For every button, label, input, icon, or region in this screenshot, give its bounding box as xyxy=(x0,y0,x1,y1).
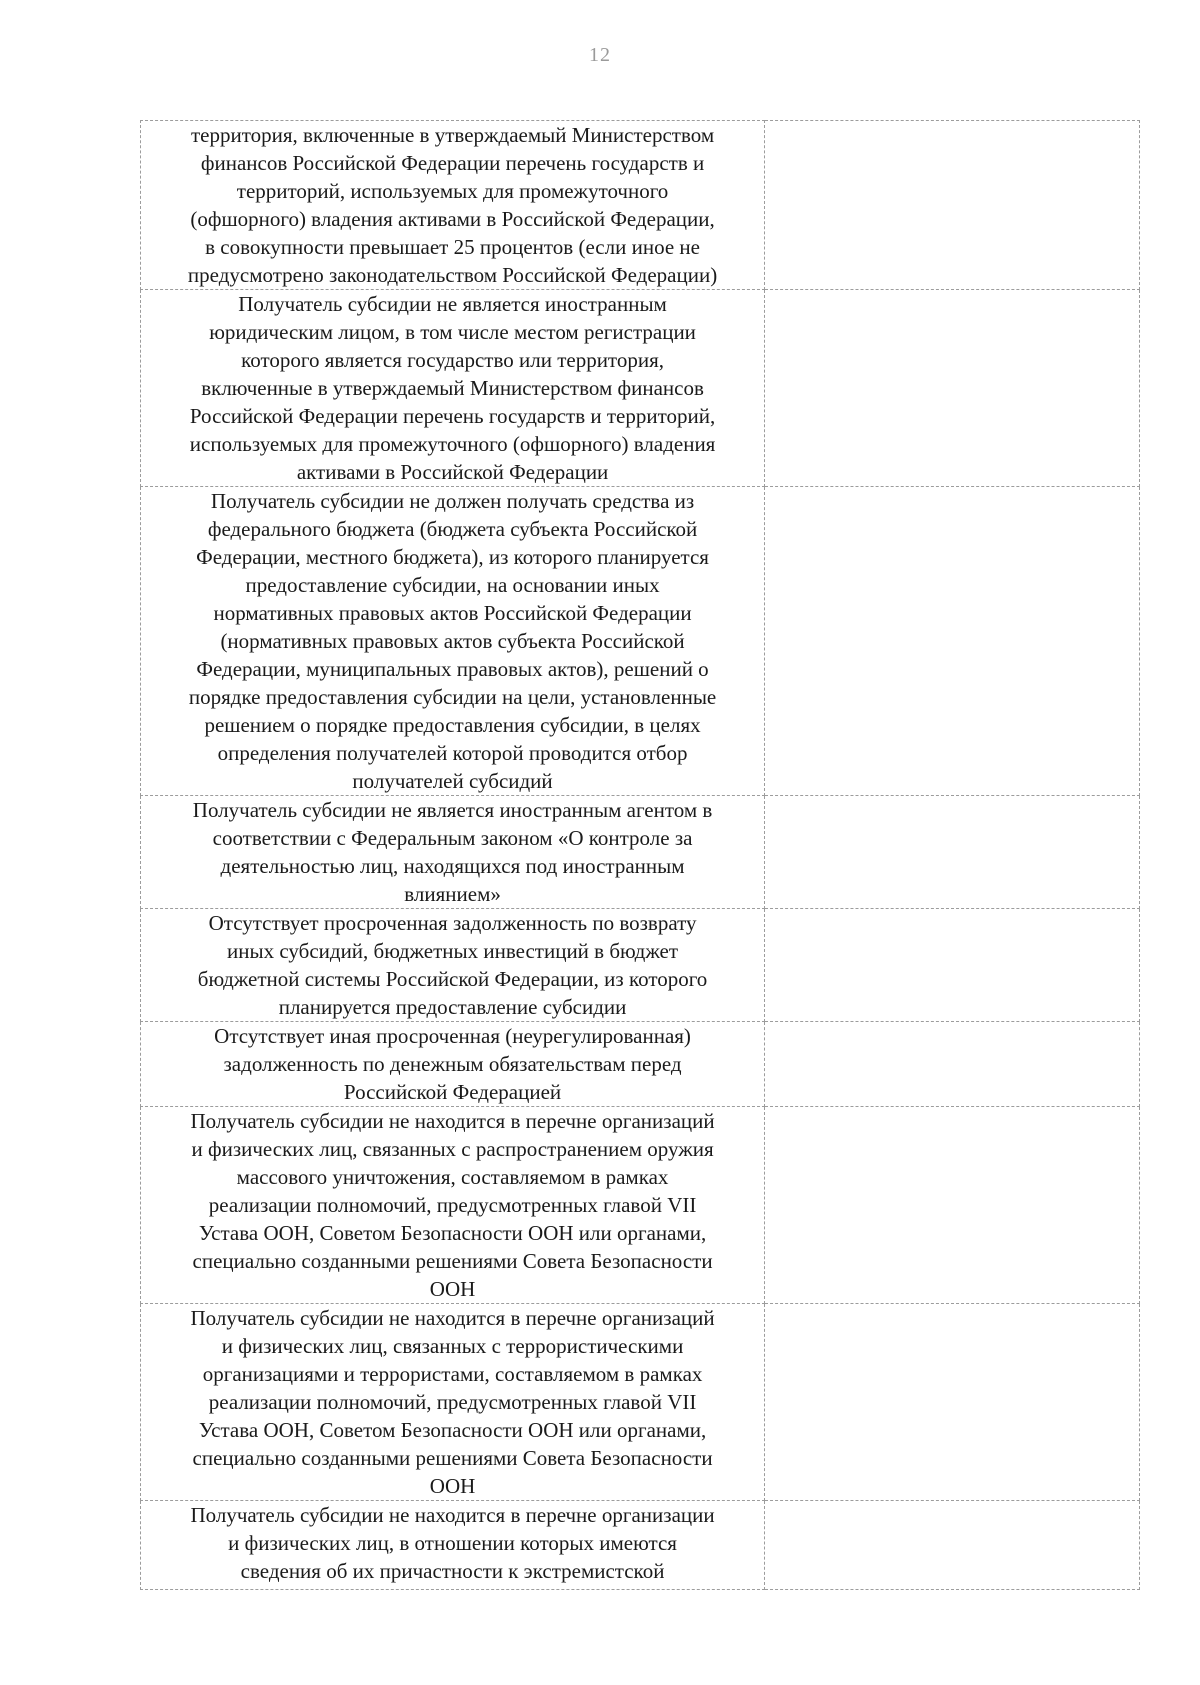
requirement-line: которого является государство или территория, xyxy=(241,348,664,372)
requirement-line: (офшорного) владения активами в Российской Федерации, xyxy=(190,207,715,231)
requirement-line: планируется предоставление субсидии xyxy=(278,995,627,1019)
requirement-line: реализации полномочий, предусмотренных главой VII xyxy=(208,1390,697,1414)
value-cell[interactable] xyxy=(765,290,1140,487)
requirement-line: в совокупности превышает 25 процентов (если иное не xyxy=(205,235,700,259)
requirement-line: реализации полномочий, предусмотренных главой VII xyxy=(208,1193,697,1217)
requirement-line: Получатель субсидии не находится в перечне организации xyxy=(190,1503,715,1527)
requirement-line: федерального бюджета (бюджета субъекта Российской xyxy=(207,517,698,541)
requirements-table xyxy=(140,120,1140,1590)
requirements-table-body xyxy=(141,121,1140,1590)
requirement-line: и физических лиц, в отношении которых имеются xyxy=(228,1531,677,1555)
value-cell[interactable] xyxy=(765,121,1140,290)
requirement-line: финансов Российской Федерации перечень государств и xyxy=(200,151,705,175)
requirement-cell xyxy=(141,796,765,909)
requirement-line: определения получателей которой проводится отбор xyxy=(217,741,688,765)
requirement-line: деятельностью лиц, находящихся под иностранным xyxy=(220,854,685,878)
page-number: 12 xyxy=(589,44,611,66)
table-row xyxy=(141,1304,1140,1501)
requirement-line: задолженность по денежным обязательствам перед xyxy=(223,1052,682,1076)
requirement-line: нормативных правовых актов Российской Федерации xyxy=(213,601,692,625)
requirement-line: ООН xyxy=(429,1474,476,1498)
requirement-line: Отсутствует просроченная задолженность по возврату xyxy=(208,911,697,935)
requirement-line: массового уничтожения, составляемом в рамках xyxy=(236,1165,669,1189)
requirement-line: получателей субсидий xyxy=(352,769,553,793)
table-row xyxy=(141,796,1140,909)
table-row xyxy=(141,121,1140,290)
requirement-line: предоставление субсидии, на основании иных xyxy=(245,573,660,597)
requirement-line: Российской Федерацией xyxy=(343,1080,562,1104)
value-cell[interactable] xyxy=(765,909,1140,1022)
requirement-cell xyxy=(141,290,765,487)
requirement-cell xyxy=(141,1501,765,1590)
requirement-line: Устава ООН, Советом Безопасности ООН или органами, xyxy=(198,1418,707,1442)
requirement-line: активами в Российской Федерации xyxy=(296,460,609,484)
requirement-line: используемых для промежуточного (офшорного) владения xyxy=(189,432,716,456)
table-row xyxy=(141,1022,1140,1107)
requirement-line: бюджетной системы Российской Федерации, из которого xyxy=(197,967,708,991)
value-cell[interactable] xyxy=(765,1022,1140,1107)
requirement-line: (нормативных правовых актов субъекта Российской xyxy=(220,629,685,653)
table-row xyxy=(141,1501,1140,1590)
requirement-line: порядке предоставления субсидии на цели, установленные xyxy=(188,685,717,709)
requirement-cell xyxy=(141,909,765,1022)
requirement-line: Получатель субсидии не является иностранным агентом в xyxy=(192,798,713,822)
requirement-line: и физических лиц, связанных с террористическими xyxy=(221,1334,684,1358)
requirement-line: и физических лиц, связанных с распространением оружия xyxy=(191,1137,714,1161)
requirement-line: организациями и террористами, составляемом в рамках xyxy=(202,1362,703,1386)
requirement-line: соответствии с Федеральным законом «О контроле за xyxy=(212,826,693,850)
requirement-line: Получатель субсидии не должен получать средства из xyxy=(210,489,695,513)
requirement-line: предусмотрено законодательством Российской Федерации) xyxy=(187,263,718,287)
requirement-line: Федерации, местного бюджета), из которого планируется xyxy=(196,545,709,569)
requirement-line: Получатель субсидии не находится в перечне организаций xyxy=(190,1109,715,1133)
requirement-line: Получатель субсидии не является иностранным xyxy=(238,292,667,316)
requirement-line: ООН xyxy=(429,1277,476,1301)
value-cell[interactable] xyxy=(765,1304,1140,1501)
table-row xyxy=(141,909,1140,1022)
value-cell[interactable] xyxy=(765,1107,1140,1304)
requirement-line: Федерации, муниципальных правовых актов), решений о xyxy=(196,657,709,681)
requirement-line: Получатель субсидии не находится в перечне организаций xyxy=(190,1306,715,1330)
value-cell[interactable] xyxy=(765,1501,1140,1590)
requirement-line: иных субсидий, бюджетных инвестиций в бюджет xyxy=(227,939,679,963)
requirement-line: решением о порядке предоставления субсидии, в целях xyxy=(204,713,701,737)
value-cell[interactable] xyxy=(765,487,1140,796)
requirement-line: территорий, используемых для промежуточного xyxy=(236,179,669,203)
requirement-cell xyxy=(141,1107,765,1304)
requirement-line: сведения об их причастности к экстремистской xyxy=(240,1559,665,1583)
requirement-line: влиянием» xyxy=(404,882,501,906)
table-row xyxy=(141,1107,1140,1304)
requirement-line: Устава ООН, Советом Безопасности ООН или органами, xyxy=(198,1221,707,1245)
requirement-line: территория, включенные в утверждаемый Министерством xyxy=(191,123,715,147)
requirement-line: Российской Федерации перечень государств и территорий, xyxy=(189,404,716,428)
requirement-line: включенные в утверждаемый Министерством финансов xyxy=(201,376,704,400)
requirement-cell xyxy=(141,1304,765,1501)
requirement-cell xyxy=(141,121,765,290)
requirement-cell xyxy=(141,1022,765,1107)
requirement-line: Отсутствует иная просроченная (неурегулированная) xyxy=(214,1024,691,1048)
requirement-cell xyxy=(141,487,765,796)
value-cell[interactable] xyxy=(765,796,1140,909)
table-row xyxy=(141,487,1140,796)
requirement-line: юридическим лицом, в том числе местом регистрации xyxy=(209,320,696,344)
table-row xyxy=(141,290,1140,487)
requirement-line: специально созданными решениями Совета Безопасности xyxy=(192,1446,713,1470)
requirement-line: специально созданными решениями Совета Безопасности xyxy=(192,1249,713,1273)
